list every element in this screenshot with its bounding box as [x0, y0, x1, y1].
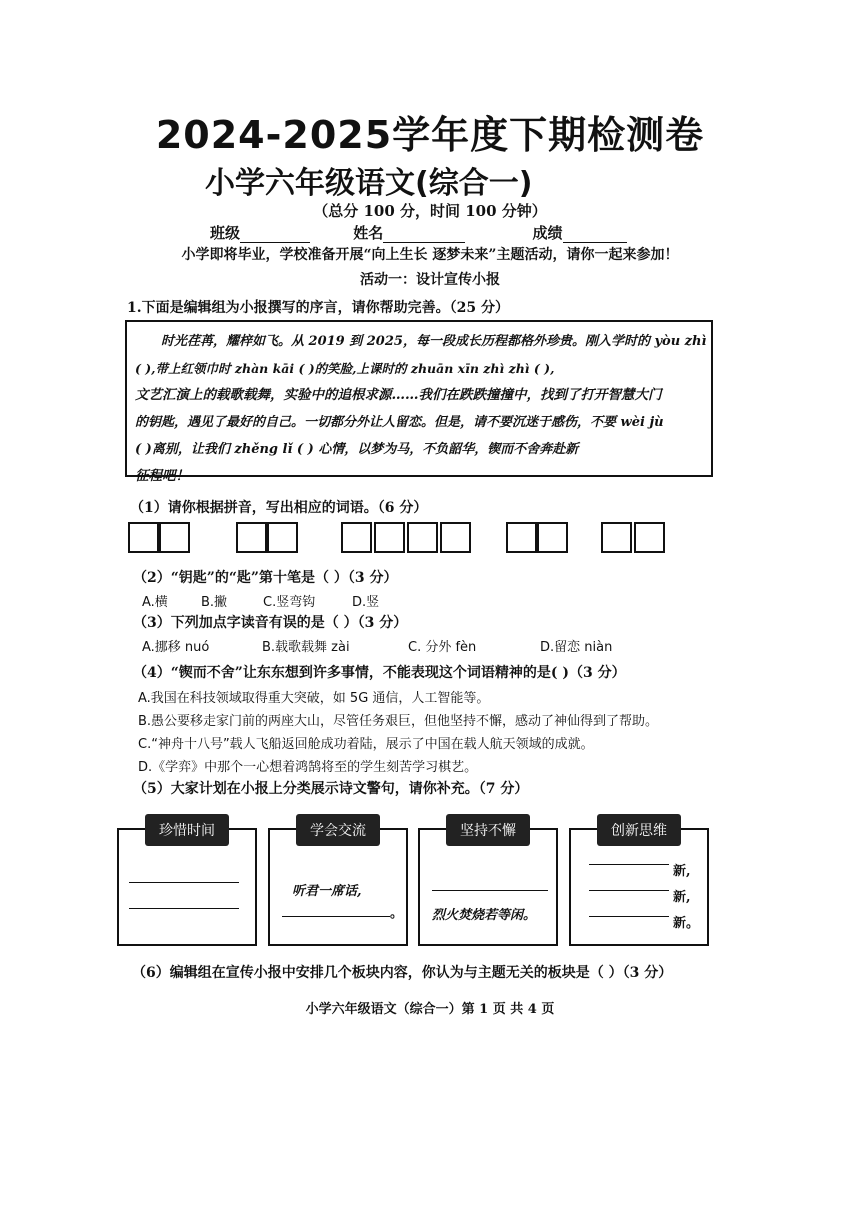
card-text: 新,	[673, 890, 691, 905]
answer-line[interactable]	[432, 890, 548, 891]
option-d[interactable]: D.《学弈》中那个一心想着鸿鹄将至的学生刻苦学习棋艺。	[138, 760, 478, 775]
passage-box	[125, 320, 713, 484]
grade-label: 成绩	[532, 224, 563, 242]
passage-line: 的钥匙，遇见了最好的自己。一切都分外让人留恋。但是，请不要沉迷于感伤，不要 wèi jù	[135, 415, 664, 430]
answer-cell[interactable]	[236, 522, 267, 553]
answer-cell[interactable]	[341, 522, 372, 553]
activity-title: 活动一：设计宣传小报	[360, 272, 500, 288]
card-text: 新。	[673, 916, 700, 931]
answer-cell[interactable]	[537, 522, 568, 553]
grade-field[interactable]	[563, 228, 627, 243]
answer-cell[interactable]	[601, 522, 632, 553]
answer-cell[interactable]	[374, 522, 405, 553]
card-text: 。	[390, 906, 404, 921]
option-c[interactable]: C.“神舟十八号”载人飞船返回舱成功着陆，展示了中国在载人航天领域的成就。	[138, 737, 594, 752]
answer-cell[interactable]	[159, 522, 190, 553]
option-d[interactable]: D.留恋 niàn	[540, 640, 613, 655]
answer-line[interactable]	[589, 890, 669, 891]
passage-line: 文艺汇演上的载歌载舞，实验中的追根求源……我们在跌跌撞撞中，找到了打开智慧大门	[135, 387, 662, 403]
card-title: 坚持不懈	[446, 814, 530, 846]
page-footer: 小学六年级语文（综合一）第 1 页 共 4 页	[305, 1002, 555, 1017]
answer-line[interactable]	[129, 882, 239, 883]
passage-line: ( )离别，让我们 zhěng lǐ ( ) 心情，以梦为马，不负韶华，锲而不舍奔赴新	[135, 442, 579, 457]
option-a[interactable]: A.我国在科技领域取得重大突破，如 5G 通信，人工智能等。	[138, 691, 490, 706]
card-title: 学会交流	[296, 814, 380, 846]
option-b[interactable]: B.载歌载舞 zài	[262, 640, 350, 655]
option-b[interactable]: B.愚公要移走家门前的两座大山，尽管任务艰巨，但他坚持不懈，感动了神仙得到了帮助。	[138, 714, 659, 729]
sub-question-5: （5）大家计划在小报上分类展示诗文警句，请你补充。（7 分）	[133, 781, 529, 797]
name-field[interactable]	[383, 228, 465, 243]
answer-line[interactable]	[589, 916, 669, 917]
page-subtitle: 小学六年级语文(综合一)	[205, 166, 533, 201]
answer-cell[interactable]	[506, 522, 537, 553]
answer-line[interactable]	[589, 864, 669, 865]
answer-cell[interactable]	[634, 522, 665, 553]
name-label: 姓名	[353, 224, 384, 242]
card-text: 烈火焚烧若等闲。	[432, 908, 537, 923]
answer-cell[interactable]	[440, 522, 471, 553]
answer-cell[interactable]	[267, 522, 298, 553]
class-field[interactable]	[240, 228, 310, 243]
option-a[interactable]: A.横	[142, 595, 168, 610]
class-label: 班级	[210, 224, 241, 242]
sub-question-4: （4）“锲而不舍”让东东想到许多事情，不能表现这个词语精神的是( )（3 分）	[133, 665, 626, 681]
passage-line: 征程吧！	[135, 468, 189, 484]
option-b[interactable]: B.撇	[201, 595, 228, 610]
answer-cell[interactable]	[407, 522, 438, 553]
card-title: 珍惜时间	[145, 814, 229, 846]
question-1: 1.下面是编辑组为小报撰写的序言，请你帮助完善。（25 分）	[127, 300, 509, 316]
card-text: 新,	[673, 864, 691, 879]
passage-line: ( ),带上红领巾时 zhàn kāi ( )的笑脸,上课时的 zhuān xīn zhì zhì ( ),	[135, 361, 555, 376]
page-title: 2024-2025学年度下期检测卷	[155, 113, 705, 157]
card-innovation	[569, 823, 709, 946]
card-title: 创新思维	[597, 814, 681, 846]
student-info-row	[210, 222, 627, 243]
sub-question-3: （3）下列加点字读音有误的是（ ）（3 分）	[133, 615, 408, 631]
answer-line[interactable]	[282, 916, 390, 917]
sub-question-2: （2）“钥匙”的“匙”第十笔是（ ）（3 分）	[133, 570, 398, 586]
option-c[interactable]: C. 分外 fèn	[408, 640, 477, 655]
score-line: （总分 100 分，时间 100 分钟）	[313, 202, 547, 220]
card-text: 听君一席话,	[292, 884, 362, 899]
intro-text: 小学即将毕业，学校准备开展“向上生长 逐梦未来”主题活动，请你一起来参加！	[181, 247, 679, 263]
answer-line[interactable]	[129, 908, 239, 909]
sub-question-1: （1）请你根据拼音，写出相应的词语。（6 分）	[130, 500, 428, 516]
card-persistence	[418, 823, 558, 946]
option-a[interactable]: A.挪移 nuó	[142, 640, 210, 655]
option-c[interactable]: C.竖弯钩	[263, 595, 316, 610]
card-cherish-time	[117, 823, 257, 946]
option-d[interactable]: D.竖	[352, 595, 380, 610]
sub-question-6: （6）编辑组在宣传小报中安排几个板块内容，你认为与主题无关的板块是（ ）（3 分）	[132, 965, 673, 981]
passage-line: 时光荏苒，耀梓如飞。从 2019 到 2025，每一段成长历程都格外珍贵。刚入学时的 yòu zhì	[161, 334, 707, 349]
card-communication	[268, 823, 408, 946]
answer-cell[interactable]	[128, 522, 159, 553]
